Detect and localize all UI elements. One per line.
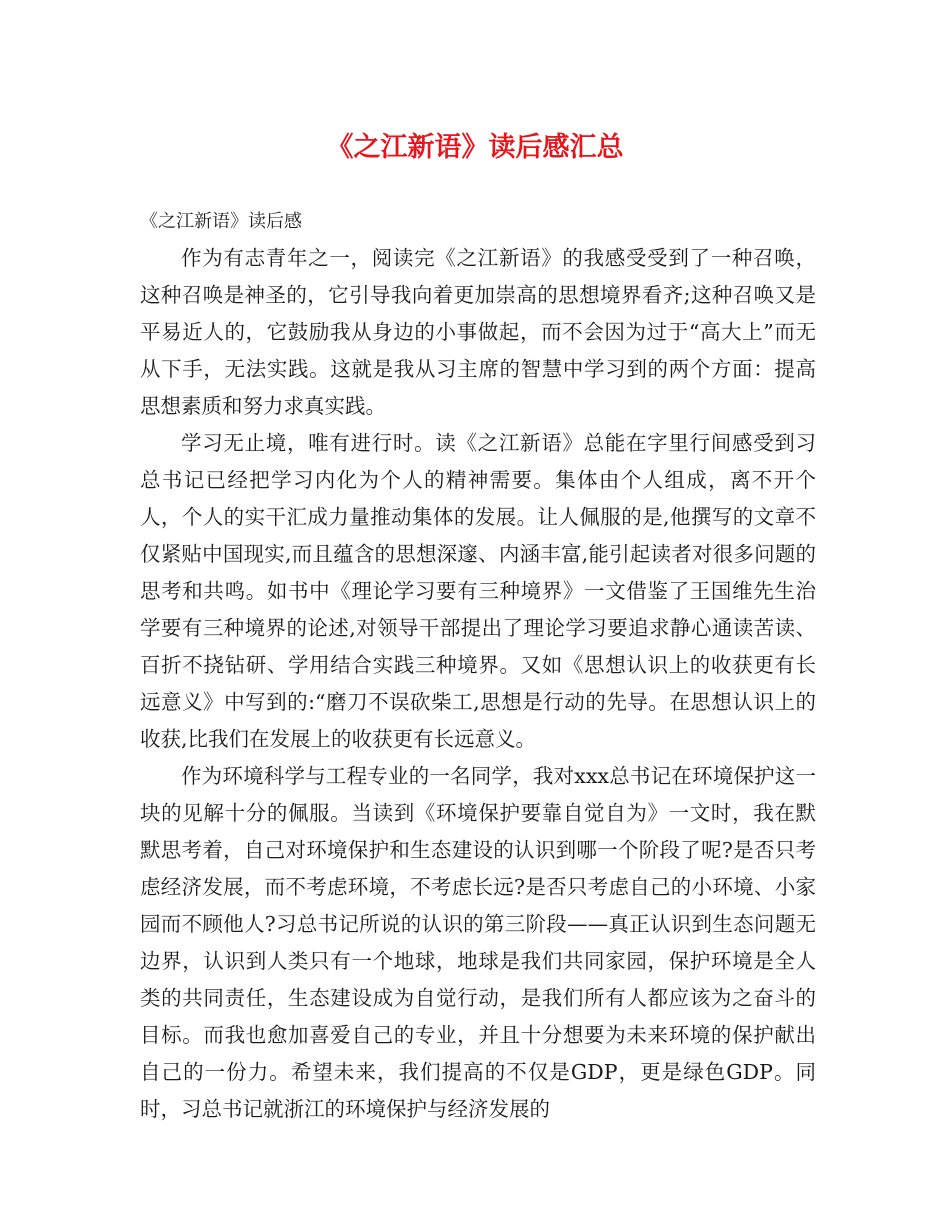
paragraph-3: 作为环境科学与工程专业的一名同学，我对xxx总书记在环境保护这一块的见解十分的佩服。当读到《环境保护要靠自觉自为》一文时，我在默默思考着，自己对环境保护和生态建设的认识到哪一个阶段了呢?是否只考虑经济发展，而不考虑环境，不考虑长远?是否只考虑自己的小环境、小家园而不顾他人?习总书记所说的认识的第三阶段——真正认识到生态问题无边界，认识到人类只有一个地球，地球是我们共同家园，保护环境是全人类的共同责任，生态建设成为自觉行动，是我们所有人都应该为之奋斗的目标。而我也愈加喜爱自己的专业，并且十分想要为未来环境的保护献出自己的一份力。希望未来，我们提高的不仅是GDP，更是绿色GDP。同时，习总书记就浙江的环境保护与经济发展的 bbox=[140, 764, 816, 1121]
document-subtitle: 《之江新语》读后感 bbox=[140, 211, 302, 232]
paragraph-2: 学习无止境，唯有进行时。读《之江新语》总能在字里行间感受到习总书记已经把学习内化为个人的精神需要。集体由个人组成，离不开个人，个人的实干汇成力量推动集体的发展。让人佩服的是,他撰写的文章不仅紧贴中国现实,而且蕴含的思想深邃、内涵丰富,能引起读者对很多问题的思考和共鸣。如书中《理论学习要有三种境界》一文借鉴了王国维先生治学要有三种境界的论述,对领导干部提出了理论学习要追求静心通读苦读、百折不挠钻研、学用结合实践三种境界。又如《思想认识上的收获更有长远意义》中写到的:“磨刀不误砍柴工,思想是行动的先导。在思想认识上的收获,比我们在发展上的收获更有长远意义。 bbox=[140, 431, 816, 751]
paragraph-1: 作为有志青年之一，阅读完《之江新语》的我感受受到了一种召唤，这种召唤是神圣的，它引导我向着更加崇高的思想境界看齐;这种召唤又是平易近人的，它鼓励我从身边的小事做起，而不会因为过于“高大上”而无从下手，无法实践。这就是我从习主席的智慧中学习到的两个方面：提高思想素质和努力求真实践。 bbox=[140, 246, 816, 418]
document-body bbox=[140, 203, 816, 1128]
document-title: 《之江新语》读后感汇总 bbox=[326, 132, 624, 163]
